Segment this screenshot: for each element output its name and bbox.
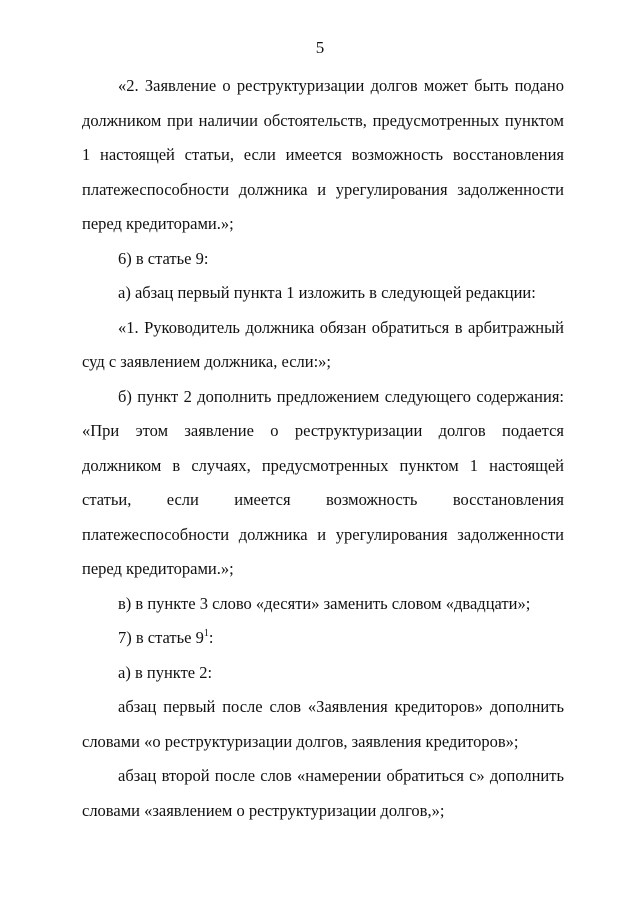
article-9-1-colon: : [208, 628, 214, 647]
paragraph-subitem-a-point-2: а) в пункте 2: [118, 662, 213, 682]
article-9-1-superscript: 1 [203, 628, 209, 639]
paragraph-subitem-a: а) абзац первый пункта 1 изложить в следующей редакции: [118, 283, 536, 302]
paragraph-first-abzac: абзац первый после слов «Заявления кредиторов» дополнить словами «о реструктуризации долгов, заявления кредиторов»; [82, 697, 564, 751]
paragraph-second-abzac: абзац второй после слов «намерении обратиться с» дополнить словами «заявлением о реструктуризации долгов,»; [82, 766, 564, 820]
article-9-1-text: 7) в статье 9 [118, 628, 204, 647]
paragraph-subitem-c: в) в пункте 3 слово «десяти» заменить словом «двадцати»; [118, 593, 531, 613]
paragraph-new-wording: «1. Руководитель должника обязан обратиться в арбитражный суд с заявлением должника, если:»; [82, 317, 564, 371]
paragraph-subitem-b: б) пункт 2 дополнить предложением следующего содержания: «При этом заявление о реструктуризации долгов подается должником в случаях, предусмотренных пунктом 1 настоящей статьи, если имеется возможность восстановления платежеспособности должника и урегулирования задолженности перед кредиторами.»; [82, 386, 564, 578]
paragraph-article-9-1 [82, 621, 564, 656]
paragraph-amendment-quote: «2. Заявление о реструктуризации долгов может быть подано должником при наличии обстоятельств, предусмотренных пунктом 1 настоящей статьи, если имеется возможность восстановления платежеспособности должника и урегулирования задолженности перед кредиторами.»; [82, 76, 564, 233]
page-number: 5 [315, 38, 325, 57]
document-body [82, 69, 564, 828]
paragraph-article-9: 6) в статье 9: [118, 248, 209, 268]
